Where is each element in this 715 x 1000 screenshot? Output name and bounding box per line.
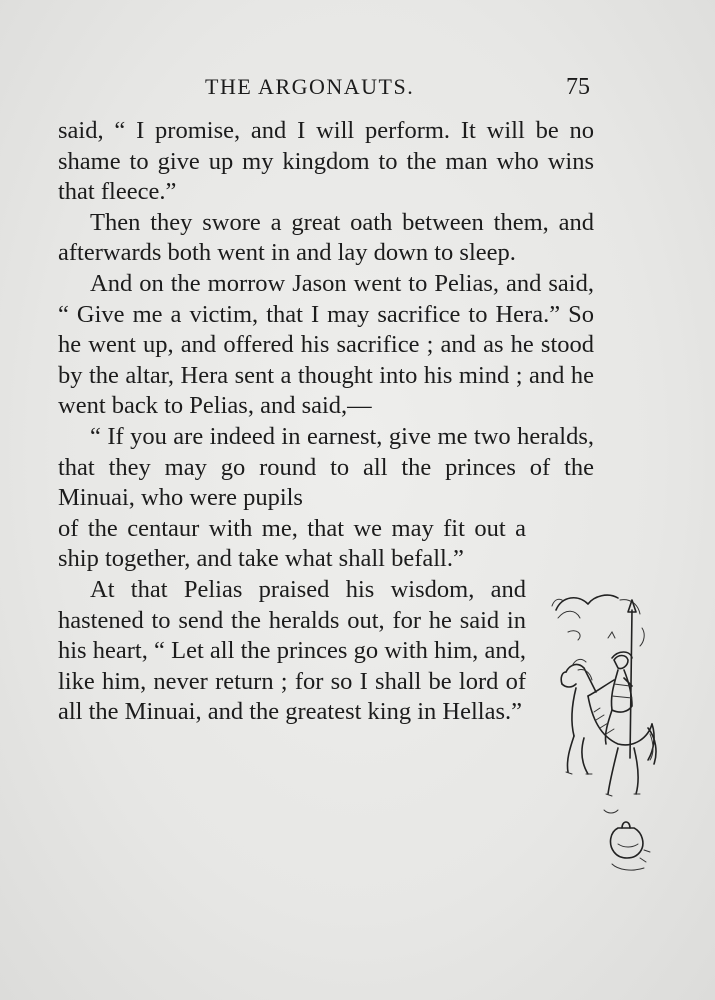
paragraph-continuation: said, “ I promise, and I will perform. It will be no shame to give up my kingdom to the man who wins that fleece.” [58,117,594,206]
paragraph-heralds-request-continued: of the centaur with me, that we may fit out a ship together, and take what shall befall.” [58,514,526,573]
running-title: THE ARGONAUTS. [205,74,415,99]
rider-drawing-icon [548,588,660,888]
page-number: 75 [566,74,590,100]
paragraph-sacrifice: And on the morrow Jason went to Pelias, and said, “ Give me a victim, that I may sacrifice to Hera.” So he went up, and offered his sacrifice ; and as he stood by the altar, Hera sent a thought into his mind ; and he went back to Pelias, and said,— [58,269,594,420]
mounted-rider-with-spear-illustration [548,588,660,888]
paragraph-heralds-request: “ If you are indeed in earnest, give me two heralds, that they may go round to all the princes of the Minuai, who were pupils [58,422,594,512]
body-text [58,116,594,728]
paragraph-pelias-praise: At that Pelias praised his wisdom, and hastened to send the heralds out, for he said in his heart, “ Let all the princes go with him, and, like him, never return ; for so I shall be lord of all the Minuai, and the greatest king in Hellas.” [58,575,526,726]
paragraph-oath: Then they swore a great oath between them, and afterwards both went in and lay down to sleep. [58,208,594,267]
running-head [0,70,715,104]
